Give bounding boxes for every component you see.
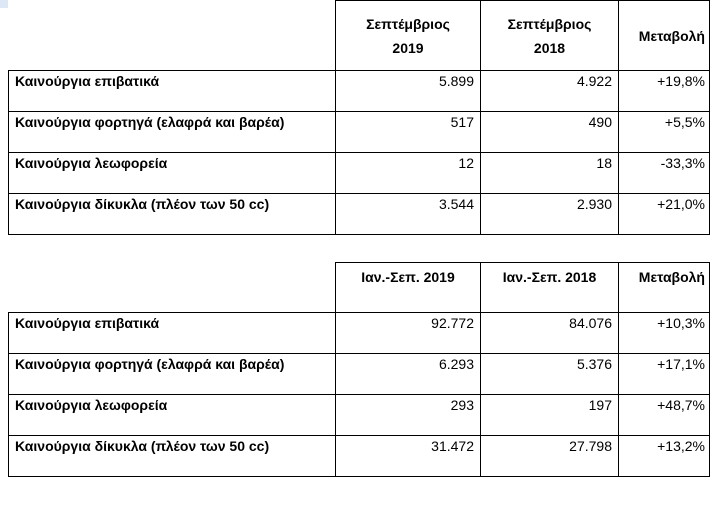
change-value: +10,3% bbox=[619, 313, 710, 354]
table-row bbox=[9, 71, 710, 112]
table-row bbox=[9, 194, 710, 235]
value-2019: 92.772 bbox=[336, 313, 481, 354]
table-header-row bbox=[9, 1, 710, 71]
row-label: Καινούργια λεωφορεία bbox=[9, 153, 336, 194]
table-row bbox=[9, 395, 710, 436]
header-empty-cell bbox=[9, 263, 336, 313]
row-label: Καινούργια επιβατικά bbox=[9, 71, 336, 112]
value-2019: 3.544 bbox=[336, 194, 481, 235]
value-2019: 12 bbox=[336, 153, 481, 194]
table-row bbox=[9, 354, 710, 395]
value-2018: 84.076 bbox=[481, 313, 619, 354]
table-row bbox=[9, 112, 710, 153]
change-value: +5,5% bbox=[619, 112, 710, 153]
value-2019: 293 bbox=[336, 395, 481, 436]
value-2018: 4.922 bbox=[481, 71, 619, 112]
value-2019: 6.293 bbox=[336, 354, 481, 395]
row-label: Καινούργια επιβατικά bbox=[9, 313, 336, 354]
header-jan-sep-2018: Ιαν.-Σεπ. 2018 bbox=[481, 263, 619, 313]
table-row bbox=[9, 313, 710, 354]
value-2018: 5.376 bbox=[481, 354, 619, 395]
value-2018: 18 bbox=[481, 153, 619, 194]
table-row bbox=[9, 153, 710, 194]
change-value: +48,7% bbox=[619, 395, 710, 436]
header-empty-cell bbox=[9, 1, 336, 71]
value-2018: 490 bbox=[481, 112, 619, 153]
row-label: Καινούργια φορτηγά (ελαφρά και βαρέα) bbox=[9, 112, 336, 153]
september-registrations-table bbox=[8, 0, 710, 235]
value-2019: 31.472 bbox=[336, 436, 481, 477]
change-value: +19,8% bbox=[619, 71, 710, 112]
change-value: +21,0% bbox=[619, 194, 710, 235]
row-label: Καινούργια λεωφορεία bbox=[9, 395, 336, 436]
header-change: Μεταβολή bbox=[619, 1, 710, 71]
change-value: +13,2% bbox=[619, 436, 710, 477]
header-line: 2018 bbox=[533, 39, 566, 56]
header-jan-sep-2019: Ιαν.-Σεπ. 2019 bbox=[336, 263, 481, 313]
row-label: Καινούργια φορτηγά (ελαφρά και βαρέα) bbox=[9, 354, 336, 395]
selection-corner-marker bbox=[0, 0, 8, 8]
table-header-row bbox=[9, 263, 710, 313]
header-change: Μεταβολή bbox=[619, 263, 710, 313]
header-line: Σεπτέμβριος bbox=[366, 15, 450, 32]
table-row bbox=[9, 436, 710, 477]
jan-sep-registrations-table bbox=[8, 262, 710, 477]
header-line: Σεπτέμβριος bbox=[507, 15, 592, 32]
header-september-2018 bbox=[481, 1, 619, 71]
value-2019: 5.899 bbox=[336, 71, 481, 112]
value-2018: 2.930 bbox=[481, 194, 619, 235]
header-september-2019 bbox=[336, 1, 481, 71]
change-value: +17,1% bbox=[619, 354, 710, 395]
value-2018: 27.798 bbox=[481, 436, 619, 477]
change-value: -33,3% bbox=[619, 153, 710, 194]
row-label: Καινούργια δίκυκλα (πλέον των 50 cc) bbox=[9, 436, 336, 477]
value-2019: 517 bbox=[336, 112, 481, 153]
header-line: 2019 bbox=[392, 39, 424, 56]
value-2018: 197 bbox=[481, 395, 619, 436]
row-label: Καινούργια δίκυκλα (πλέον των 50 cc) bbox=[9, 194, 336, 235]
